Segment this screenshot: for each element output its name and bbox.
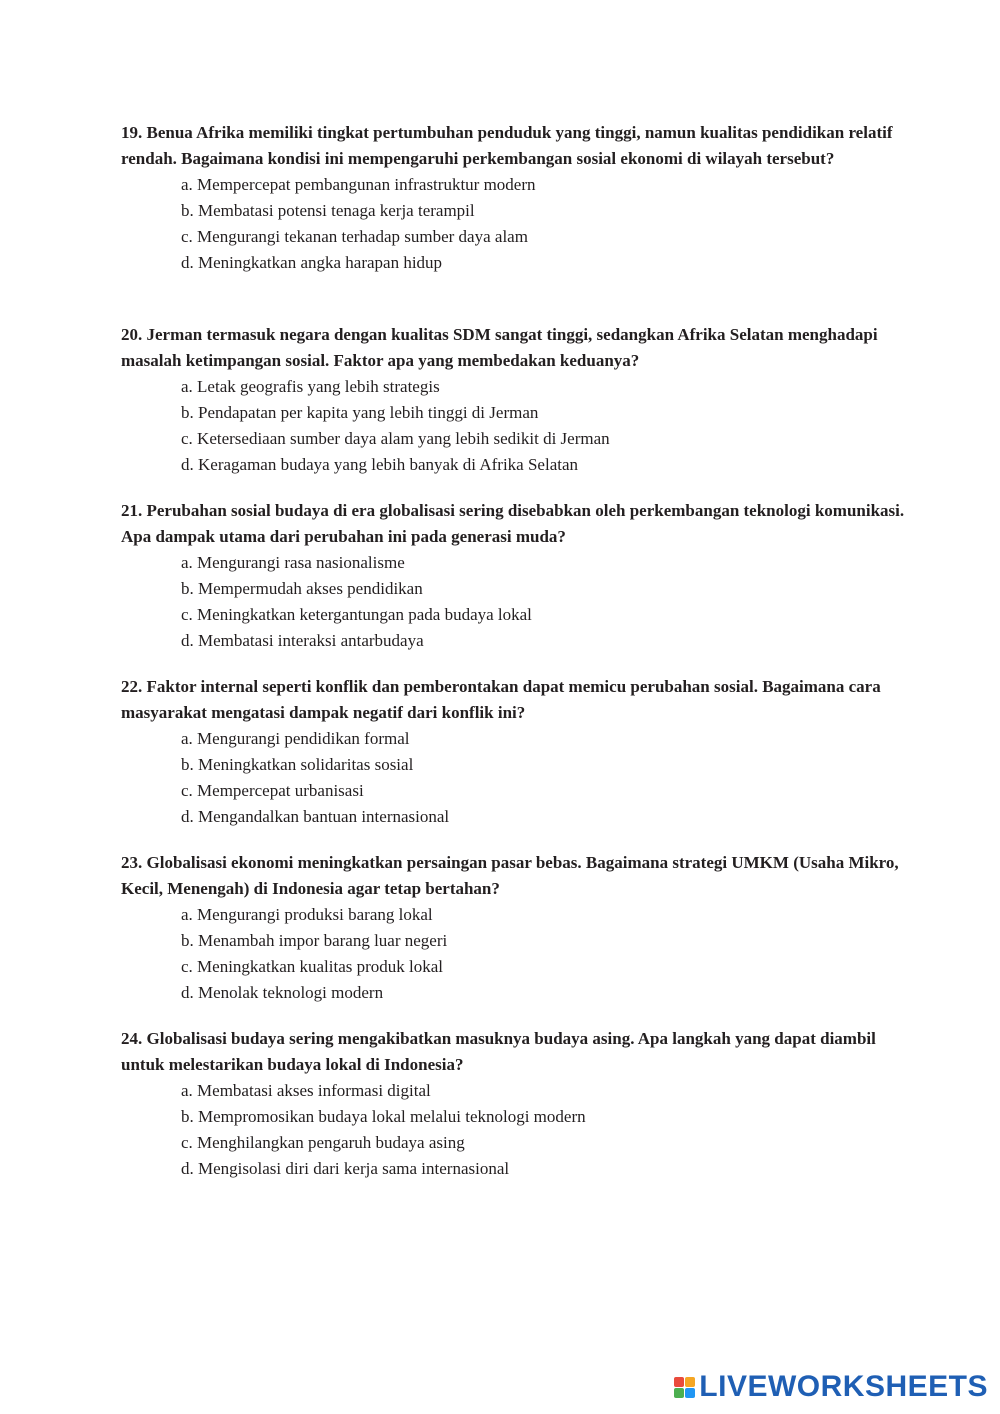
- option-b[interactable]: b. Pendapatan per kapita yang lebih tinggi di Jerman: [181, 403, 539, 422]
- question-19: [121, 120, 911, 276]
- question-24: [121, 1026, 911, 1182]
- option-list: [121, 1078, 911, 1182]
- logo-square-blue: [685, 1388, 695, 1398]
- option-b[interactable]: b. Mempromosikan budaya lokal melalui teknologi modern: [181, 1107, 586, 1126]
- logo-square-orange: [685, 1377, 695, 1387]
- question-21: [121, 498, 911, 654]
- question-text: 19. Benua Afrika memiliki tingkat pertumbuhan penduduk yang tinggi, namun kualitas pendidikan relatif rendah. Bagaimana kondisi ini mempengaruhi perkembangan sosial ekonomi di wilayah tersebut?: [121, 123, 893, 168]
- logo-square-red: [674, 1377, 684, 1387]
- option-d[interactable]: d. Menolak teknologi modern: [181, 983, 384, 1002]
- option-list: [121, 550, 911, 654]
- option-c[interactable]: c. Mengurangi tekanan terhadap sumber daya alam: [181, 227, 528, 246]
- option-d[interactable]: d. Membatasi interaksi antarbudaya: [181, 631, 424, 650]
- option-a[interactable]: a. Membatasi akses informasi digital: [181, 1081, 431, 1100]
- question-23: [121, 850, 911, 1006]
- option-a[interactable]: a. Mengurangi pendidikan formal: [181, 729, 410, 748]
- option-list: [121, 902, 911, 1006]
- option-c[interactable]: c. Menghilangkan pengaruh budaya asing: [181, 1133, 465, 1152]
- option-a[interactable]: a. Mengurangi produksi barang lokal: [181, 905, 433, 924]
- logo-square-green: [674, 1388, 684, 1398]
- option-c[interactable]: c. Ketersediaan sumber daya alam yang lebih sedikit di Jerman: [181, 429, 610, 448]
- question-text: 22. Faktor internal seperti konflik dan pemberontakan dapat memicu perubahan sosial. Bagaimana cara masyarakat mengatasi dampak negatif dari konflik ini?: [121, 677, 881, 722]
- option-d[interactable]: d. Mengandalkan bantuan internasional: [181, 807, 450, 826]
- liveworksheets-brand: [674, 1370, 988, 1404]
- option-list: [121, 172, 911, 276]
- option-list: [121, 374, 911, 478]
- option-a[interactable]: a. Mengurangi rasa nasionalisme: [181, 553, 405, 572]
- option-b[interactable]: b. Membatasi potensi tenaga kerja terampil: [181, 201, 475, 220]
- option-b[interactable]: b. Meningkatkan solidaritas sosial: [181, 755, 414, 774]
- option-c[interactable]: c. Mempercepat urbanisasi: [181, 781, 364, 800]
- question-text: 21. Perubahan sosial budaya di era globalisasi sering disebabkan oleh perkembangan teknologi komunikasi. Apa dampak utama dari perubahan ini pada generasi muda?: [121, 501, 905, 546]
- liveworksheets-logo-icon: [674, 1377, 695, 1398]
- question-text: 23. Globalisasi ekonomi meningkatkan persaingan pasar bebas. Bagaimana strategi UMKM (Usaha Mikro, Kecil, Menengah) di Indonesia agar tetap bertahan?: [121, 853, 899, 898]
- option-c[interactable]: c. Meningkatkan kualitas produk lokal: [181, 957, 444, 976]
- option-a[interactable]: a. Letak geografis yang lebih strategis: [181, 377, 440, 396]
- option-c[interactable]: c. Meningkatkan ketergantungan pada budaya lokal: [181, 605, 532, 624]
- question-text: 24. Globalisasi budaya sering mengakibatkan masuknya budaya asing. Apa langkah yang dapat diambil untuk melestarikan budaya lokal di Indonesia?: [121, 1029, 876, 1074]
- question-22: [121, 674, 911, 830]
- option-d[interactable]: d. Meningkatkan angka harapan hidup: [181, 253, 443, 272]
- option-a[interactable]: a. Mempercepat pembangunan infrastruktur modern: [181, 175, 536, 194]
- option-d[interactable]: d. Mengisolasi diri dari kerja sama internasional: [181, 1159, 510, 1178]
- option-d[interactable]: d. Keragaman budaya yang lebih banyak di Afrika Selatan: [181, 455, 579, 474]
- option-b[interactable]: b. Mempermudah akses pendidikan: [181, 579, 423, 598]
- question-text: 20. Jerman termasuk negara dengan kualitas SDM sangat tinggi, sedangkan Afrika Selatan menghadapi masalah ketimpangan sosial. Faktor apa yang membedakan keduanya?: [121, 325, 878, 370]
- option-b[interactable]: b. Menambah impor barang luar negeri: [181, 931, 448, 950]
- option-list: [121, 726, 911, 830]
- brand-name: LIVEWORKSHEETS: [699, 1370, 988, 1403]
- question-20: [121, 322, 911, 478]
